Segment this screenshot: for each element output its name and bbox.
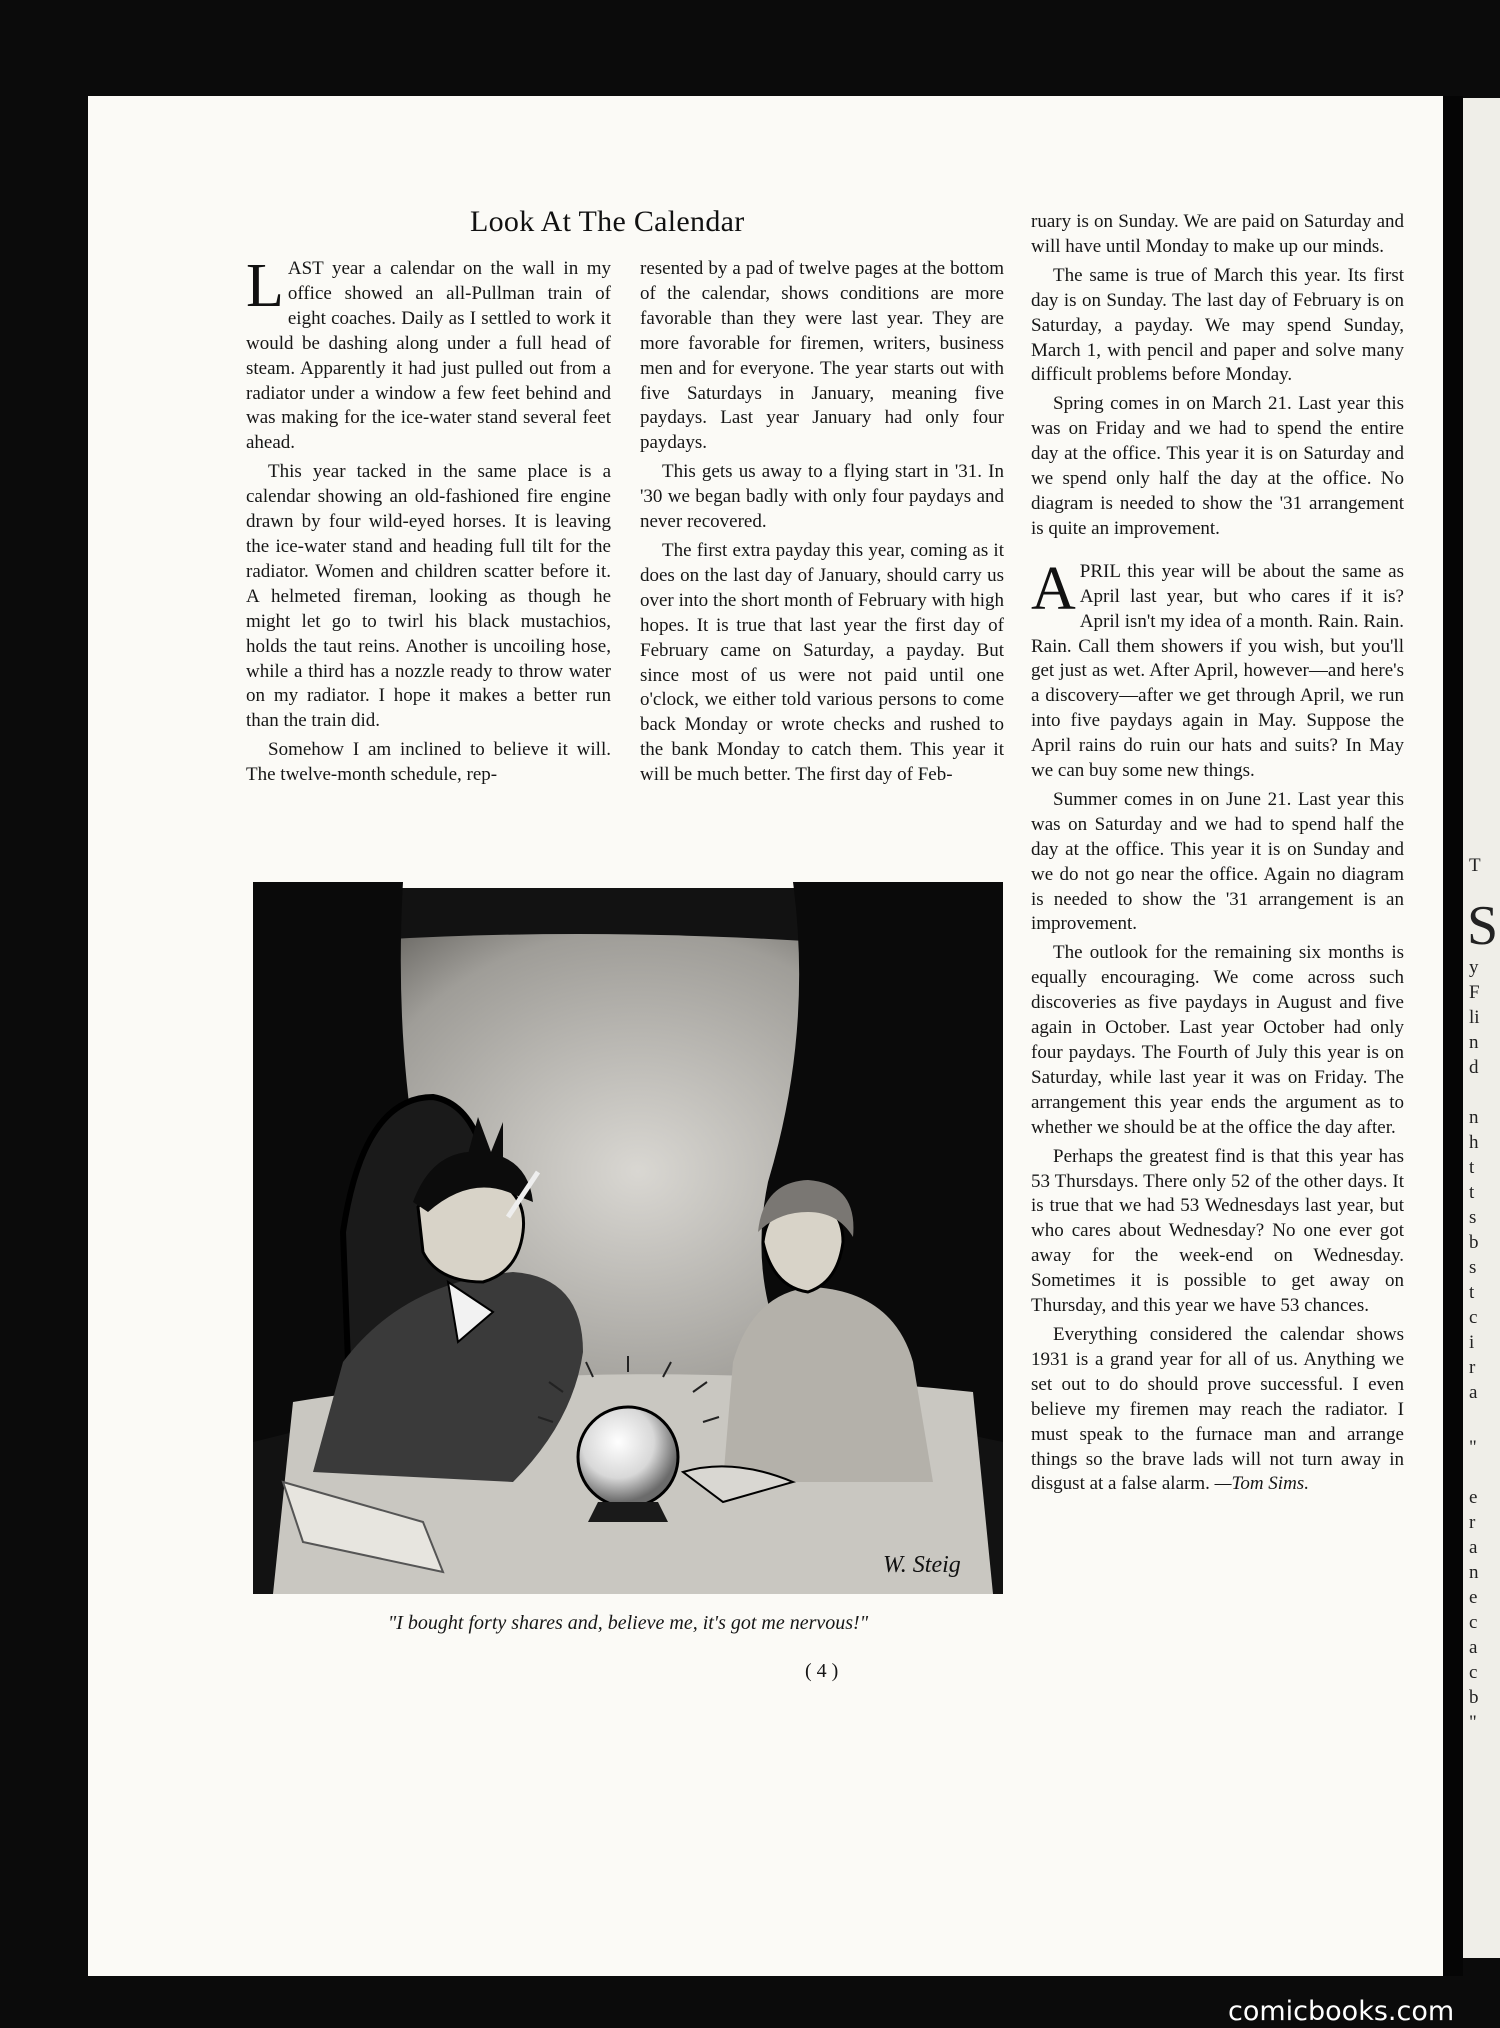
fragment: c — [1469, 1662, 1478, 1683]
fragment: a — [1469, 1537, 1478, 1558]
fragment: s — [1469, 1257, 1477, 1278]
fragment: b — [1469, 1687, 1479, 1708]
fragment: " — [1469, 1437, 1477, 1458]
artist-signature: W. Steig — [883, 1552, 961, 1578]
paragraph: This year tacked in the same place is a calendar showing an old-fashioned fire engine drawn by four wild-eyed horses. It is leaving the ice-water stand and heading full tilt for the radiator. Women and children scatter before it. A helmeted fireman, looking as though he might let go to twirl his black mustachios, holds the taut reins. Another is uncoiling hose, while a third has a nozzle ready to throw water on my radiator. I hope it makes a better run than the train did. — [246, 461, 611, 732]
fragment: y — [1469, 957, 1479, 978]
fragment: n — [1469, 1032, 1479, 1053]
fragment: b — [1469, 1232, 1479, 1253]
fragment: a — [1469, 1637, 1478, 1658]
paragraph: Everything considered the calendar shows 1931 is a grand year for all of us. Anything we set out to do should prove successful. I even believe my firemen may reach the radiator. I must speak to the furnace man and arrange things so the brave lads will not turn away in disgust at a false alarm. —Tom Sims. — [1031, 1323, 1404, 1495]
cartoon-illustration — [253, 882, 1003, 1594]
fragment: d — [1469, 1057, 1479, 1078]
paragraph: Spring comes in on March 21. Last year this was on Friday and we had to spend the entire day at the office. This year it is on Saturday and we spend only half the day at the office. No diagram is needed to show the '31 arrangement is quite an improvement. — [1031, 393, 1404, 539]
fragment: li — [1469, 1007, 1480, 1028]
article-title: Look At The Calendar — [470, 205, 745, 238]
paragraph: The first extra payday this year, coming as it does on the last day of January, should carry us over into the short month of February with high hopes. It is true that last year the first day of February came on Saturday, a payday. But since most of us were not paid until one o'clock, we either told various persons to come back Monday or wrote checks and rushed to the bank Monday to catch them. This year it will be much better. The first day of Feb- — [640, 539, 1004, 786]
drop-cap: A — [1031, 554, 1076, 623]
fragment: c — [1469, 1307, 1478, 1328]
watermark: comicbooks.com — [1228, 1996, 1455, 2027]
fragment: e — [1469, 1487, 1478, 1508]
paragraph: This gets us away to a flying start in '31. In '30 we began badly with only four paydays and never recovered. — [640, 461, 1004, 533]
article-column-1 — [246, 252, 611, 792]
paragraph: LAST year a calendar on the wall in my office showed an all-Pullman train of eight coaches. Daily as I settled to work it would be dashing along under a full head of steam. Apparently it had just pulled out from a radiator under a window a few feet behind and was making for the ice-water stand several feet ahead. — [246, 252, 611, 454]
fragment: T — [1469, 855, 1481, 876]
fragment: " — [1469, 1712, 1477, 1733]
article-column-2 — [640, 257, 1004, 792]
fragment: n — [1469, 1562, 1479, 1583]
paragraph: Perhaps the greatest find is that this year has 53 Thursdays. There only 52 of the other days. It is true that we had 53 Wednesdays last year, but who cares about Wednesday? No one ever got away for the week-end on Wednesday. Sometimes it is possible to get away on Thursday, and this year we have 53 chances. — [1031, 1145, 1404, 1317]
page-gutter — [1443, 96, 1463, 1976]
drop-cap: L — [246, 252, 284, 320]
fragment: h — [1469, 1132, 1479, 1153]
paragraph: resented by a pad of twelve pages at the bottom of the calendar, shows conditions are more favorable than they were last year. They are more favorable for firemen, writers, business men and for everyone. The year starts out with five Saturdays in January, meaning five paydays. Last year January had only four paydays. — [640, 258, 1004, 454]
paragraph: The outlook for the remaining six months is equally encouraging. We come across such discoveries as five paydays in August and five again in October. Last year October had only four paydays. The Fourth of July this year is on Saturday, while last year it was on Friday. The arrangement this year ends the argument as to whether we should be at the office the day after. — [1031, 942, 1404, 1138]
illustration-caption: "I bought forty shares and, believe me, it's got me nervous!" — [387, 1612, 869, 1634]
page-number: ( 4 ) — [805, 1660, 839, 1682]
adjacent-page-edge — [1463, 98, 1500, 1958]
paragraph: APRIL this year will be about the same as April last year, but who cares if it is? April isn't my idea of a month. Rain. Rain. Rain. Call them showers if you wish, but you'll get just as wet. After April, however—and here's a discovery—after we get through April, we run into five paydays again in May. Suppose the April rains do ruin our hats and suits? In May we can buy some new things. — [1031, 554, 1404, 782]
fragment: i — [1469, 1332, 1475, 1353]
author-signature: —Tom Sims. — [1214, 1473, 1309, 1495]
fragment: r — [1469, 1512, 1476, 1533]
fragment: t — [1469, 1182, 1475, 1203]
fragment: s — [1469, 1207, 1477, 1228]
paragraph: Summer comes in on June 21. Last year this was on Saturday and we had to spend half the day at the office. This year it is on Sunday and we do not go near the office. Again no diagram is needed to show the '31 arrangement is an improvement. — [1031, 788, 1404, 935]
fragment: r — [1469, 1357, 1476, 1378]
fragment: c — [1469, 1612, 1478, 1633]
fragment: F — [1469, 982, 1480, 1003]
paragraph: ruary is on Sunday. We are paid on Saturday and will have until Monday to make up our minds. — [1031, 211, 1404, 257]
fragment: e — [1469, 1587, 1478, 1608]
fragment: n — [1469, 1107, 1479, 1128]
crystal-ball-stand — [588, 1502, 668, 1522]
article-column-3 — [1031, 210, 1404, 1501]
fragment: a — [1469, 1382, 1478, 1403]
fragment: t — [1469, 1282, 1475, 1303]
crystal-ball — [578, 1407, 678, 1507]
paragraph: Somehow I am inclined to believe it will. The twelve-month schedule, rep- — [246, 739, 611, 786]
fragment: S — [1467, 895, 1499, 957]
paragraph: The same is true of March this year. Its first day is on Sunday. The last day of February is on Saturday, a payday. We may spend Sunday, March 1, with pencil and paper and solve many difficult problems before Monday. — [1031, 264, 1404, 386]
fragment: t — [1469, 1157, 1475, 1178]
